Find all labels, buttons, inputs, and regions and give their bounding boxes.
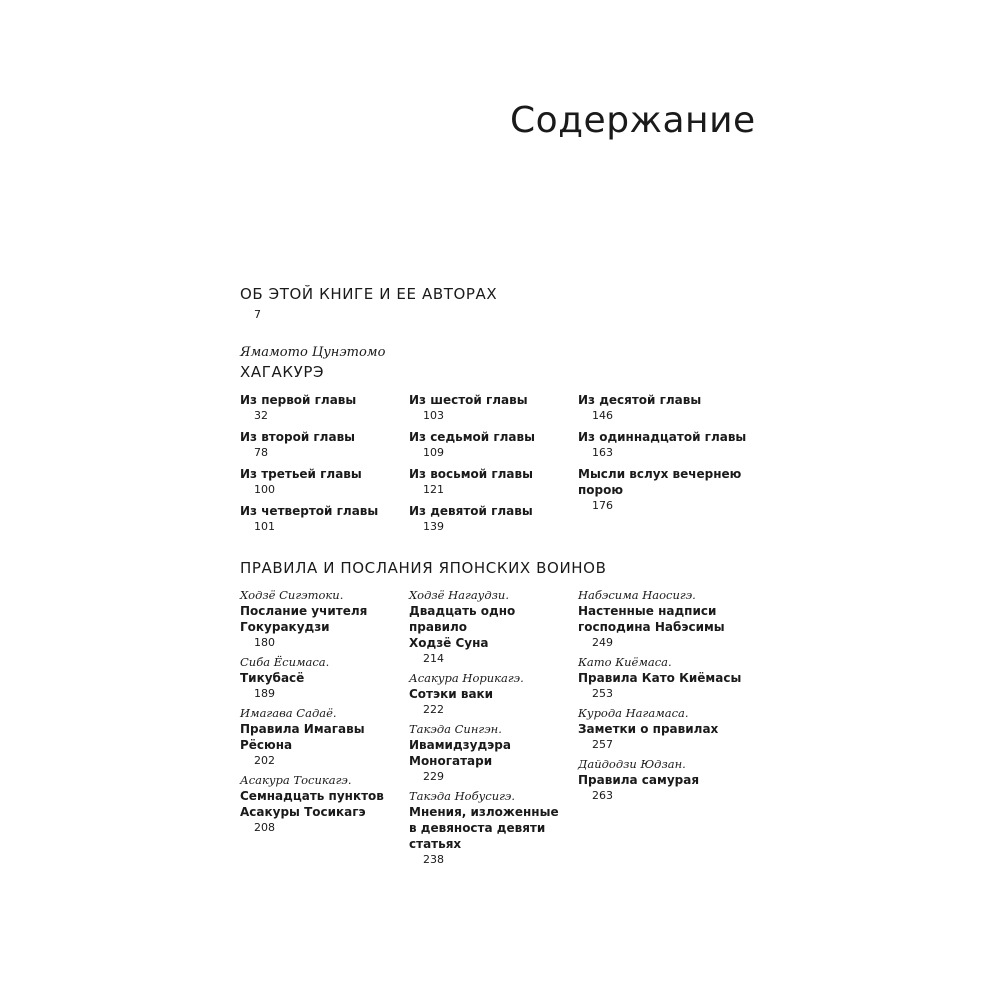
entry-title: Из седьмой главы bbox=[409, 430, 535, 444]
entry-title: Настенные надписи господина Набэсимы bbox=[578, 604, 725, 634]
toc-entry bbox=[240, 503, 405, 534]
entry-title: Из восьмой главы bbox=[409, 467, 533, 481]
entry-author: Асакура Норикагэ. bbox=[409, 671, 524, 685]
entry-page-number: 180 bbox=[254, 636, 275, 649]
entry-title: Заметки о правилах bbox=[578, 722, 719, 736]
entry-title: Из первой главы bbox=[240, 393, 357, 407]
entry-title: Семнадцать пунктов Асакуры Тосикагэ bbox=[240, 789, 384, 819]
entry-title: Тикубасё bbox=[240, 671, 305, 685]
hagakure-heading: ХАГАКУРЭ bbox=[240, 363, 325, 381]
entry-author: Като Киёмаса. bbox=[578, 655, 672, 669]
toc-entry bbox=[240, 392, 405, 423]
rules-heading: ПРАВИЛА И ПОСЛАНИЯ ЯПОНСКИХ ВОИНОВ bbox=[240, 559, 607, 577]
entry-page-number: 222 bbox=[423, 703, 444, 716]
entry-title: Ивамидзудэра Моногатари bbox=[409, 738, 511, 768]
entry-title: Мнения, изложенные в девяноста девяти статьях bbox=[409, 805, 559, 851]
entry-title: Сотэки ваки bbox=[409, 687, 494, 701]
entry-page-number: 253 bbox=[592, 687, 613, 700]
toc-entry bbox=[409, 670, 574, 717]
toc-entry bbox=[240, 705, 405, 768]
entry-title: Мысли вслух вечернею порою bbox=[578, 467, 742, 497]
entry-title: Из шестой главы bbox=[409, 393, 528, 407]
toc-entry bbox=[409, 788, 574, 867]
entry-author: Ходзё Нагаудзи. bbox=[409, 588, 509, 602]
about-heading: ОБ ЭТОЙ КНИГЕ И ЕЕ АВТОРАХ bbox=[240, 285, 498, 303]
entry-page-number: 214 bbox=[423, 652, 444, 665]
entry-page-number: 208 bbox=[254, 821, 275, 834]
entry-page-number: 176 bbox=[592, 499, 613, 512]
toc-entry bbox=[240, 654, 405, 701]
entry-page-number: 257 bbox=[592, 738, 613, 751]
entry-page-number: 238 bbox=[423, 853, 444, 866]
toc-entry bbox=[409, 721, 574, 784]
entry-title: Из девятой главы bbox=[409, 504, 533, 518]
entry-title: Из третьей главы bbox=[240, 467, 362, 481]
entry-title: Послание учителя Гокуракудзи bbox=[240, 604, 368, 634]
toc-entry bbox=[578, 392, 758, 423]
entry-author: Имагава Садаё. bbox=[240, 706, 337, 720]
entry-page-number: 139 bbox=[423, 520, 444, 533]
about-page-number: 7 bbox=[254, 308, 261, 321]
toc-entry bbox=[409, 429, 574, 460]
entry-page-number: 109 bbox=[423, 446, 444, 459]
entry-title: Из четвертой главы bbox=[240, 504, 379, 518]
toc-entry bbox=[578, 429, 758, 460]
entry-author: Такэда Сингэн. bbox=[409, 722, 502, 736]
entry-page-number: 78 bbox=[254, 446, 268, 459]
entry-page-number: 100 bbox=[254, 483, 275, 496]
toc-entry bbox=[240, 587, 405, 650]
entry-author: Асакура Тосикагэ. bbox=[240, 773, 352, 787]
rules-column-2 bbox=[409, 587, 574, 871]
entry-title: Правила Имагавы Рёсюна bbox=[240, 722, 365, 752]
hagakure-column-1 bbox=[240, 392, 405, 540]
entry-page-number: 202 bbox=[254, 754, 275, 767]
entry-title: Правила Като Киёмасы bbox=[578, 671, 742, 685]
toc-entry bbox=[240, 772, 405, 835]
toc-entry bbox=[409, 392, 574, 423]
toc-entry bbox=[578, 587, 758, 650]
entry-author: Сиба Ёсимаса. bbox=[240, 655, 330, 669]
entry-author: Ходзё Сигэтоки. bbox=[240, 588, 344, 602]
entry-author: Такэда Нобусигэ. bbox=[409, 789, 516, 803]
entry-page-number: 103 bbox=[423, 409, 444, 422]
toc-entry bbox=[409, 466, 574, 497]
entry-author: Набэсима Наосигэ. bbox=[578, 588, 696, 602]
entry-page-number: 189 bbox=[254, 687, 275, 700]
toc-entry bbox=[578, 466, 758, 513]
toc-entry bbox=[409, 587, 574, 666]
entry-author: Дайдодзи Юдзан. bbox=[578, 757, 686, 771]
entry-title: Правила самурая bbox=[578, 773, 700, 787]
toc-entry bbox=[578, 705, 758, 752]
entry-page-number: 163 bbox=[592, 446, 613, 459]
toc-entry bbox=[240, 466, 405, 497]
rules-column-1 bbox=[240, 587, 405, 839]
rules-column-3 bbox=[578, 587, 758, 807]
entry-page-number: 263 bbox=[592, 789, 613, 802]
entry-page-number: 146 bbox=[592, 409, 613, 422]
toc-entry bbox=[578, 756, 758, 803]
entry-page-number: 229 bbox=[423, 770, 444, 783]
toc-entry bbox=[409, 503, 574, 534]
entry-page-number: 249 bbox=[592, 636, 613, 649]
toc-entry bbox=[240, 429, 405, 460]
hagakure-column-3 bbox=[578, 392, 758, 519]
about-section bbox=[240, 285, 497, 322]
page-title: Содержание bbox=[510, 100, 756, 141]
entry-title: Из десятой главы bbox=[578, 393, 702, 407]
entry-title: Из одиннадцатой главы bbox=[578, 430, 747, 444]
entry-title: Из второй главы bbox=[240, 430, 356, 444]
entry-page-number: 121 bbox=[423, 483, 444, 496]
hagakure-column-2 bbox=[409, 392, 574, 540]
entry-page-number: 101 bbox=[254, 520, 275, 533]
entry-author: Курода Нагамаса. bbox=[578, 706, 689, 720]
toc-entry bbox=[578, 654, 758, 701]
entry-page-number: 32 bbox=[254, 409, 268, 422]
entry-title: Двадцать одно правило Ходзё Суна bbox=[409, 604, 516, 650]
hagakure-author: Ямамото Цунэтомо bbox=[240, 345, 386, 360]
